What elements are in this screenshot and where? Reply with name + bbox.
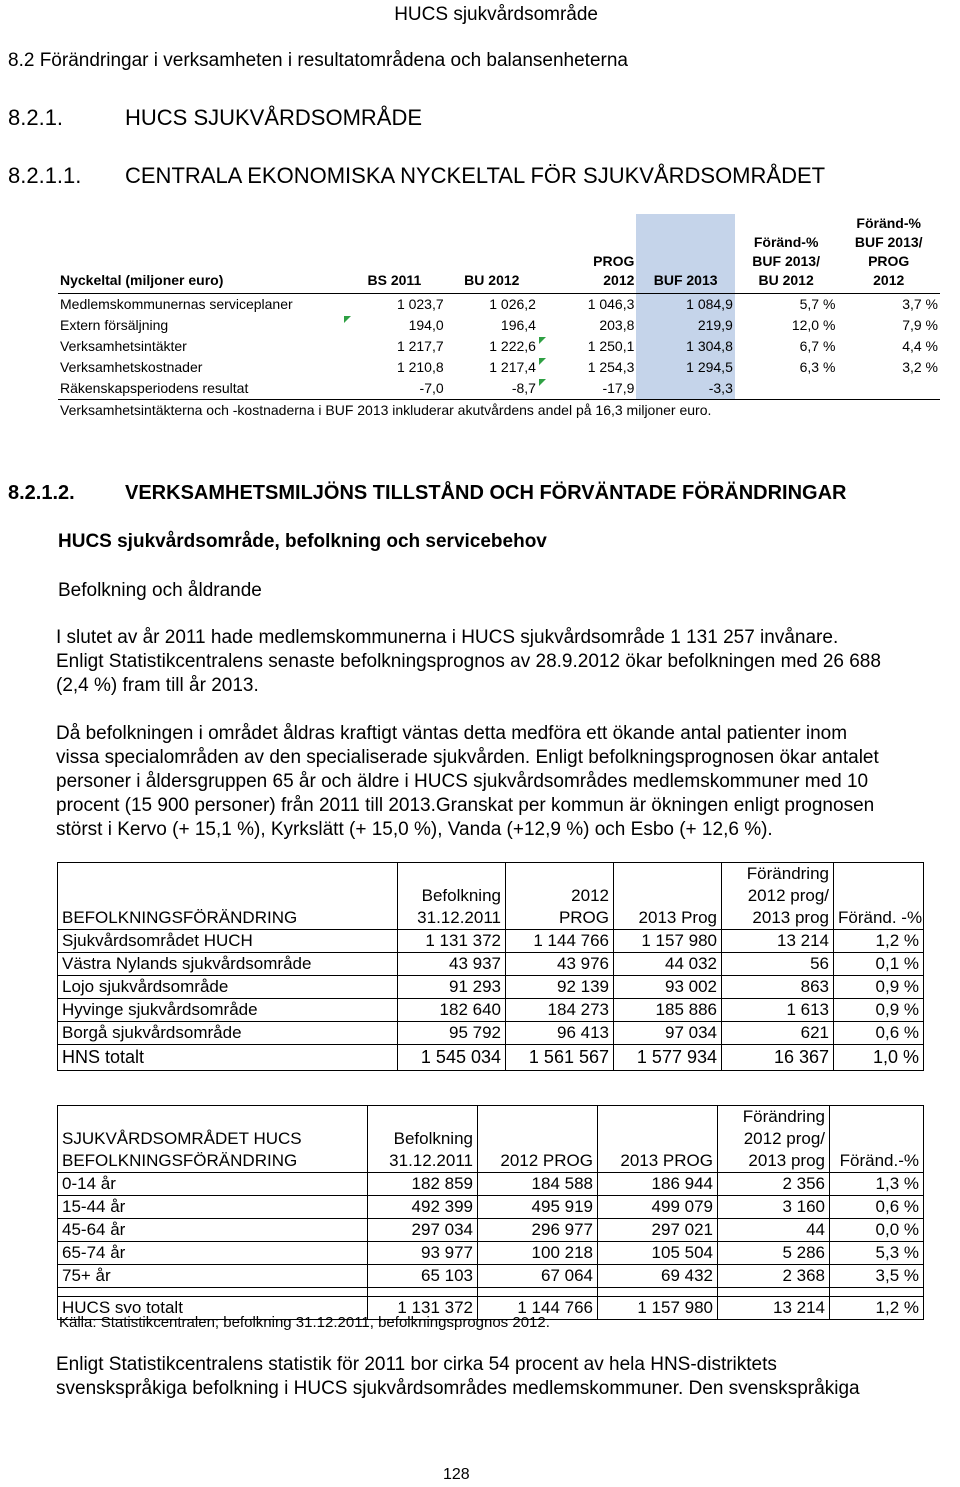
row-label: 15-44 år (58, 1196, 368, 1219)
cell: 1 304,8 (636, 336, 734, 357)
heading-number: 8.2.1.2. (8, 482, 75, 504)
cell: 13 214 (718, 1297, 830, 1320)
cell: 1 144 766 (478, 1297, 598, 1320)
cell: 182 859 (368, 1173, 478, 1196)
header-line: SJUKVÅRDSOMRÅDET HUCS (62, 1129, 302, 1148)
cell: -17,9 (538, 378, 636, 400)
cell: -8,7 (446, 378, 538, 400)
cell: 44 032 (614, 953, 722, 976)
row-label: Räkenskapsperiodens resultat (58, 378, 343, 400)
cell: 0,0 % (830, 1219, 924, 1242)
table-row (58, 1196, 924, 1219)
cell: 92 139 (506, 976, 614, 999)
header-line: Förändring (742, 1107, 825, 1126)
subsubsection-heading (8, 163, 825, 189)
header-line: Befolkning (421, 886, 501, 905)
cell: 196,4 (500, 317, 536, 333)
row-label: Verksamhetsintäkter (60, 338, 187, 354)
paragraph-line: personer i åldersgruppen 65 år och äldre i HUCS sjukvårdsområdes medlemskommuner med 10 (56, 771, 869, 792)
cell: 1,3 % (830, 1173, 924, 1196)
key-figures-table (58, 214, 940, 421)
spacer-cell (58, 1288, 368, 1297)
paragraph-line: Enligt Statistikcentralens senaste befolkningsprognos av 28.9.2012 ökar befolkningen med 26 688 (56, 651, 881, 672)
header-line: 2012 (873, 272, 905, 288)
paragraph-line: störst i Kervo (+ 15,1 %), Kyrkslätt (+ 15,0 %), Vanda (+12,9 %) och Esbo (+ 12,6 %). (56, 819, 773, 840)
table-total-row (58, 1045, 924, 1071)
cell: 492 399 (368, 1196, 478, 1219)
paragraph-line: (2,4 %) fram till år 2013. (56, 675, 259, 696)
cell: 105 504 (598, 1242, 718, 1265)
column-header (506, 863, 614, 930)
cell: 495 919 (478, 1196, 598, 1219)
spacer-cell (368, 1288, 478, 1297)
table-row (58, 294, 940, 316)
cell: 621 (722, 1022, 834, 1045)
cell: 4,4 % (902, 338, 938, 354)
table-row (58, 999, 924, 1022)
column-header (368, 1106, 478, 1173)
cell: -3,3 (636, 378, 734, 400)
table-header-row (58, 863, 924, 930)
table-row (58, 1242, 924, 1265)
cell: 1 217,7 (396, 338, 444, 354)
column-header (538, 214, 636, 294)
row-label: Sjukvårdsområdet HUCH (58, 930, 398, 953)
cell: 184 588 (478, 1173, 598, 1196)
cell: 194,0 (343, 315, 446, 336)
paragraph-line: Då befolkningen i området åldras kraftigt väntas detta medföra ett ökande antal patienter inom (56, 723, 848, 744)
table-spacer-row (58, 1288, 924, 1297)
header-line: 2012 (571, 886, 609, 905)
cell: 100 218 (478, 1242, 598, 1265)
cell: 6,3 % (799, 359, 836, 375)
cell: 97 034 (614, 1022, 722, 1045)
cell: 219,9 (636, 315, 734, 336)
column-header: 2012 PROG (478, 1106, 598, 1173)
row-label: Lojo sjukvårdsområde (58, 976, 398, 999)
cell: 5,3 % (830, 1242, 924, 1265)
subtitle: HUCS sjukvårdsområde, befolkning och servicebehov (58, 531, 547, 552)
table-header-row (58, 1106, 924, 1173)
header-line: 2012 prog/ (747, 886, 829, 905)
header-line: BU 2012 (758, 272, 814, 288)
spacer-cell (598, 1288, 718, 1297)
row-label: HUCS svo totalt (58, 1297, 368, 1320)
cell: 0,1 % (834, 953, 924, 976)
cell: 1 217,4 (489, 359, 536, 375)
cell: 43 937 (398, 953, 506, 976)
heading-text: CENTRALA EKONOMISKA NYCKELTAL FÖR SJUKVÅRDSOMRÅDET (125, 163, 826, 188)
row-label: Verksamhetskostnader (60, 359, 203, 375)
column-header (735, 214, 838, 294)
row-label: HNS totalt (58, 1045, 398, 1071)
paragraph-line: Enligt Statistikcentralens statistik för 2011 bor cirka 54 procent av hela HNS-distriktets (56, 1354, 777, 1375)
subsection-heading (8, 105, 422, 131)
cell: 43 976 (506, 953, 614, 976)
cell: 296 977 (478, 1219, 598, 1242)
table-row (58, 1022, 924, 1045)
source-note: Källa: Statistikcentralen; befolkning 31.12.2011, befolkningsprognos 2012. (59, 1314, 550, 1331)
column-header: 2013 PROG (598, 1106, 718, 1173)
row-label: 75+ år (58, 1265, 368, 1288)
cell: 0,6 % (830, 1196, 924, 1219)
cell: 1 545 034 (398, 1045, 506, 1071)
row-label: Västra Nylands sjukvårdsområde (58, 953, 398, 976)
cell: 3,2 % (902, 359, 938, 375)
cell: 1 144 766 (506, 930, 614, 953)
cell: 6,7 % (799, 338, 836, 354)
column-header: Föränd.-% (830, 1106, 924, 1173)
spacer-cell (718, 1288, 830, 1297)
cell: 65 103 (368, 1265, 478, 1288)
row-label: 45-64 år (58, 1219, 368, 1242)
section2-heading (8, 482, 846, 505)
cell: 3,5 % (830, 1265, 924, 1288)
table-row (58, 1173, 924, 1196)
cell: 1 023,7 (396, 296, 444, 312)
page-number: 128 (443, 1466, 470, 1483)
row-label: Extern försäljning (60, 317, 169, 333)
cell: 863 (722, 976, 834, 999)
table-row (58, 930, 924, 953)
spacer-cell (830, 1288, 924, 1297)
cell: -7,0 (343, 378, 446, 400)
header-line: PROG (558, 908, 609, 927)
column-header (722, 863, 834, 930)
paragraph (56, 722, 956, 842)
cell: 1,2 % (834, 930, 924, 953)
header-line: 31.12.2011 (417, 908, 501, 927)
cell: 1 222,6 (489, 338, 536, 354)
row-label: 65-74 år (58, 1242, 368, 1265)
column-header: BS 2011 (343, 214, 446, 294)
cell: 16 367 (722, 1045, 834, 1071)
heading-text: HUCS SJUKVÅRDSOMRÅDE (125, 105, 423, 130)
cell: 1 294,5 (636, 357, 734, 378)
column-header: BEFOLKNINGSFÖRÄNDRING (58, 863, 398, 930)
column-header (398, 863, 506, 930)
header-line: Befolkning (393, 1129, 473, 1148)
column-header: Nyckeltal (miljoner euro) (58, 214, 343, 294)
paragraph-line: procent (15 900 personer) från 2011 till 2013.Granskat per kommun är ökningen enligt prognosen (56, 795, 875, 816)
row-label: Borgå sjukvårdsområde (58, 1022, 398, 1045)
table-row (58, 953, 924, 976)
cell: 499 079 (598, 1196, 718, 1219)
table-row (58, 976, 924, 999)
population-change-table (57, 862, 924, 1071)
cell: 186 944 (598, 1173, 718, 1196)
cell: 1 131 372 (398, 930, 506, 953)
cell: 56 (722, 953, 834, 976)
table-note: Verksamhetsintäkterna och -kostnaderna i BUF 2013 inkluderar akutvårdens andel på 16,3 miljoner euro. (60, 402, 712, 418)
cell: 13 214 (722, 930, 834, 953)
cell: 5 286 (718, 1242, 830, 1265)
cell: 2 368 (718, 1265, 830, 1288)
paragraph (56, 626, 956, 698)
table-row (58, 315, 940, 336)
cell: 0,9 % (834, 976, 924, 999)
cell: 1 157 980 (598, 1297, 718, 1320)
header-line: 2012 prog/ (743, 1129, 825, 1148)
cell: 95 792 (398, 1022, 506, 1045)
heading-number: 8.2.1.1. (8, 163, 82, 188)
row-label: Hyvinge sjukvårdsområde (58, 999, 398, 1022)
cell: 184 273 (506, 999, 614, 1022)
table-row (58, 1265, 924, 1288)
column-header: 2013 Prog (614, 863, 722, 930)
row-label: 0-14 år (58, 1173, 368, 1196)
cell: 93 977 (368, 1242, 478, 1265)
closing-paragraph (56, 1353, 956, 1401)
cell: 185 886 (614, 999, 722, 1022)
header-line: PROG (593, 253, 635, 269)
header-line: 2013 prog (752, 908, 829, 927)
header-line: 2012 (603, 272, 635, 288)
header-line: BEFOLKNINGSFÖRÄNDRING (62, 1151, 298, 1170)
cell: 1 577 934 (614, 1045, 722, 1071)
cell: 1,2 % (830, 1297, 924, 1320)
cell: 5,7 % (799, 296, 836, 312)
cell: 1 561 567 (506, 1045, 614, 1071)
header-line: Föränd-% (856, 215, 921, 231)
table-row (58, 336, 940, 357)
cell: 1 026,2 (489, 296, 536, 312)
cell: 2 356 (718, 1173, 830, 1196)
cell: 44 (718, 1219, 830, 1242)
cell (735, 378, 838, 400)
heading-text: VERKSAMHETSMILJÖNS TILLSTÅND OCH FÖRVÄNTADE FÖRÄNDRINGAR (125, 482, 847, 504)
column-header (837, 214, 940, 294)
table-note-row (58, 400, 940, 422)
cell: 1 613 (722, 999, 834, 1022)
header-line: PROG (868, 253, 910, 269)
header-line: Föränd-% (753, 234, 819, 250)
cell: 1 046,3 (587, 296, 635, 312)
paragraph-line: svenskspråkiga befolkning i HUCS sjukvårdsområdes medlemskommuner. Den svenskspråkiga (56, 1378, 860, 1399)
cell: 3,7 % (902, 296, 938, 312)
cell (837, 378, 940, 400)
header-line: BUF 2013/ (854, 234, 923, 250)
cell: 1,0 % (834, 1045, 924, 1071)
cell: 12,0 % (791, 317, 836, 333)
spacer-cell (478, 1288, 598, 1297)
paragraph-line: I slutet av år 2011 hade medlemskommunerna i HUCS sjukvårdsområde 1 131 257 invånare. (56, 627, 839, 648)
page-header: HUCS sjukvårdsområde (394, 4, 598, 25)
cell: 297 034 (368, 1219, 478, 1242)
cell: 91 293 (398, 976, 506, 999)
column-header (58, 1106, 368, 1173)
table-row (58, 378, 940, 400)
column-header: Föränd. -% (834, 863, 924, 930)
age-group-change-table (57, 1105, 924, 1320)
subheading: Befolkning och åldrande (58, 580, 262, 601)
heading-number: 8.2.1. (8, 105, 64, 130)
cell: 69 432 (598, 1265, 718, 1288)
cell: 0,9 % (834, 999, 924, 1022)
table-row (58, 357, 940, 378)
cell: 182 640 (398, 999, 506, 1022)
header-line: BUF 2013/ (752, 253, 820, 269)
cell: 93 002 (614, 976, 722, 999)
cell: 1 157 980 (614, 930, 722, 953)
row-label: Medlemskommunernas serviceplaner (60, 296, 293, 312)
header-line: 31.12.2011 (389, 1151, 473, 1170)
header-line: Förändring (746, 864, 829, 883)
cell: 67 064 (478, 1265, 598, 1288)
table-header-row (58, 214, 940, 294)
cell: 1 210,8 (396, 359, 444, 375)
cell: 1 254,3 (538, 357, 636, 378)
cell: 96 413 (506, 1022, 614, 1045)
column-header: BUF 2013 (636, 214, 734, 294)
cell: 7,9 % (902, 317, 938, 333)
cell: 297 021 (598, 1219, 718, 1242)
cell: 0,6 % (834, 1022, 924, 1045)
column-header: BU 2012 (446, 214, 538, 294)
paragraph-line: vissa specialområden av den specialiserade sjukvården. Enligt befolkningsprognosen ökar antalet (56, 747, 879, 768)
cell: 1 131 372 (368, 1297, 478, 1320)
header-line: 2013 prog (748, 1151, 825, 1170)
cell: 1 250,1 (538, 336, 636, 357)
section-heading: 8.2 Förändringar i verksamheten i resultatområdena och balansenheterna (8, 50, 628, 71)
cell: 3 160 (718, 1196, 830, 1219)
cell: 203,8 (599, 317, 635, 333)
column-header (718, 1106, 830, 1173)
cell: 1 084,9 (636, 294, 734, 316)
table-row (58, 1219, 924, 1242)
